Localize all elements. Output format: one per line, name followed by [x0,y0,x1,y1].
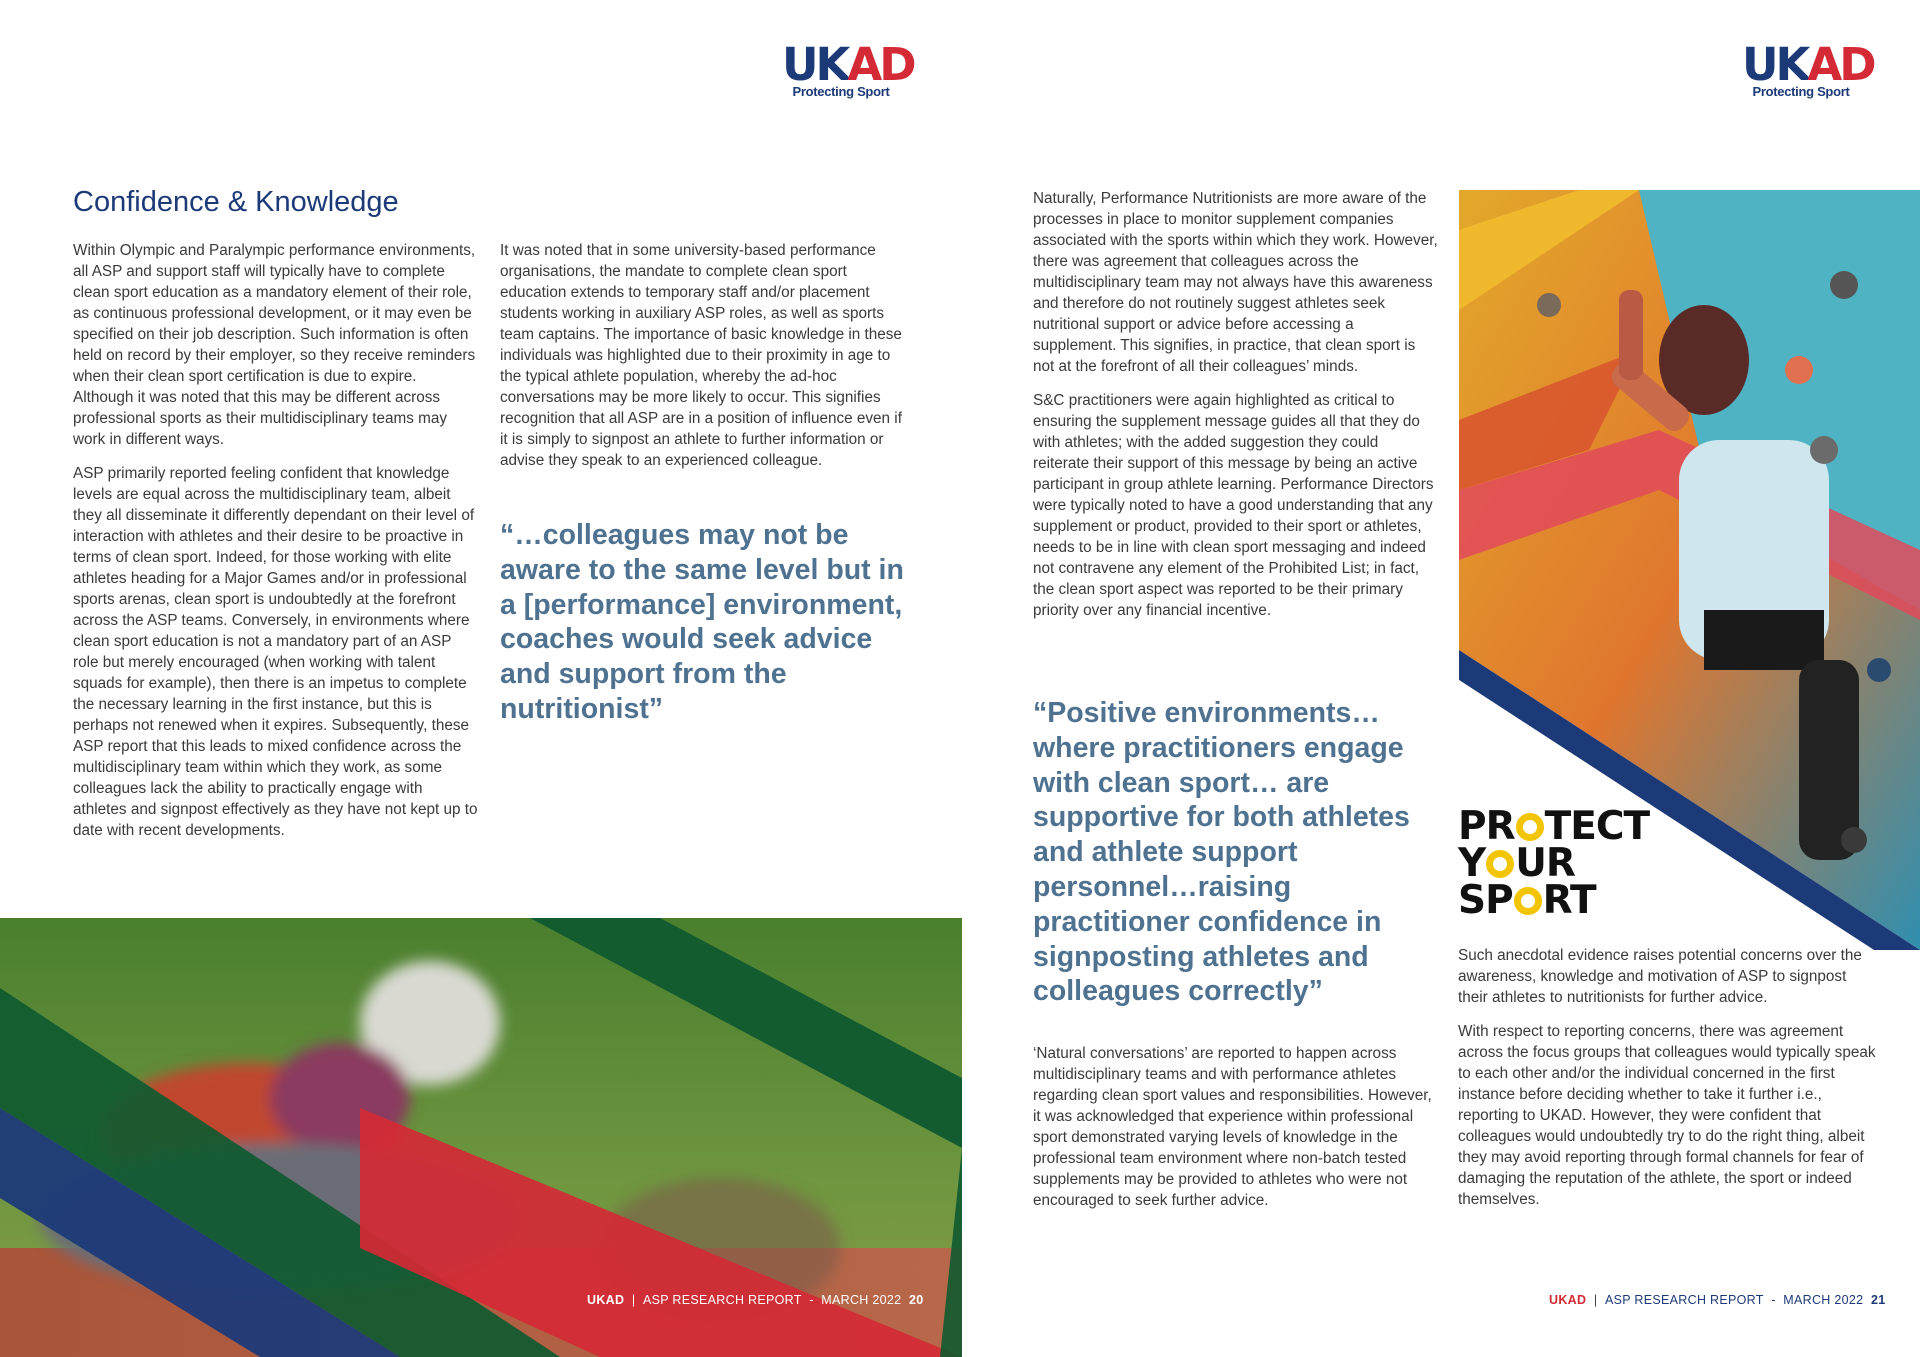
right-column-2 [1458,945,1878,1223]
section-heading: Confidence & Knowledge [73,186,399,218]
logo-tagline: Protecting Sport [792,84,890,99]
right-column-1-bottom [1033,1043,1443,1224]
ukad-logo: UKAD Protecting Sport [782,38,914,99]
left-column-1 [73,240,479,854]
page-footer-left: UKAD | ASP RESEARCH REPORT - MARCH 2022 20 [587,1293,924,1307]
paragraph: Naturally, Performance Nutritionists are more aware of the processes in place to monitor supplement companies associated with the sports within which they work. However, there was agreement that colleagues across the multidisciplinary team may not always have this awareness and therefore do not routinely suggest athletes seek nutritional support or advice before accessing a supplement. This signifies, in practice, that clean sport is not at the forefront of all their colleagues’ minds. [1033,190,1438,375]
right-column-1 [1033,188,1438,634]
paragraph: ‘Natural conversations’ are reported to happen across multidisciplinary teams and with performance athletes regarding clean sport values and responsibilities. However, it was acknowledged that experience within professional sport demonstrated varying levels of knowledge in the professional team environment where non-batch tested supplements may be provided to athletes who were not encouraged to seek further advice. [1033,1045,1432,1209]
pull-quote: “…colleagues may not be aware to the same level but in a [performance] environment, coaches would seek advice and support from the nutritionist” [500,519,904,725]
ukad-logo: UKAD Protecting Sport [1742,38,1874,99]
paragraph: Such anecdotal evidence raises potential concerns over the awareness, knowledge and motivation of ASP to signpost their athletes to nutritionists for further advice. [1458,947,1862,1006]
paragraph: With respect to reporting concerns, there was agreement across the focus groups that colleagues would typically speak to each other and/or the individual concerned in the first instance before deciding whether to take it further i.e., reporting to UKAD. However, they were confident that colleagues would undoubtedly try to do the right thing, albeit they may avoid reporting through formal channels for fear of damaging the reputation of the athlete, the sport or indeed themselves. [1458,1023,1876,1208]
page-footer-right: UKAD | ASP RESEARCH REPORT - MARCH 2022 21 [1549,1293,1886,1307]
left-column-2 [500,240,902,484]
ring-icon [1486,850,1514,878]
page-number: 20 [908,1293,924,1307]
wheelchair-athlete-photo [0,918,962,1357]
paragraph: It was noted that in some university-based performance organisations, the mandate to complete clean sport education extends to temporary staff and/or placement students working in auxiliary ASP roles, as well as sports team captains. The importance of basic knowledge in these individuals was highlighted due to their proximity in age to the typical athlete population, whereby the ad-hoc conversations may be more likely to occur. This signifies recognition that all ASP are in a position of influence even if it is simply to signpost an athlete to further information or advise they speak to an experienced colleague. [500,242,902,469]
protect-your-sport-logo: PR TECT Y UR SP RT [1458,804,1650,923]
paragraph: Within Olympic and Paralympic performance environments, all ASP and support staff will typically have to complete clean sport education as a mandatory element of their role, as continuous professional development, or it may even be specified on their job description. Such information is often held on record by their employer, so they receive reminders when their clean sport certification is due to expire. Although it was noted that this may be different across professional sports as their multidisciplinary teams may work in different ways. [73,242,476,448]
paragraph: ASP primarily reported feeling confident that knowledge levels are equal across the multidisciplinary team, albeit they all disseminate it differently dependant on their level of interaction with athletes and their desire to be proactive in terms of clean sport. Indeed, for those working with elite athletes heading for a Major Games and/or in professional sports arenas, clean sport is undoubtedly at the forefront across the ASP teams. Conversely, in environments where clean sport education is not a mandatory part of an ASP role but merely encouraged (when working with talent squads for example), then there is an impetus to complete the necessary learning in the first instance, but this is perhaps not renewed when it expires. Subsequently, these ASP report that this leads to mixed confidence across the multidisciplinary team within which they work, as some colleagues lack the ability to practically engage with athletes and signpost effectively as they have not kept up to date with recent developments. [73,465,478,839]
page-number: 21 [1870,1293,1886,1307]
paragraph: S&C practitioners were again highlighted as critical to ensuring the supplement message guides all that they do with athletes; with the added suggestion they could reiterate their support of this message by being an active participant in group athlete learning. Performance Directors were typically noted to have a good understanding that any supplement or product, provided to their sport or athletes, needs to be in line with clean sport messaging and indeed not contravene any element of the Prohibited List; in fact, the clean sport aspect was reported to be their primary priority over any financial incentive. [1033,392,1434,619]
ring-icon [1516,813,1544,841]
pull-quote: “Positive environments… where practitioners engage with clean sport… are supportive for both athletes and athlete support personnel…raising practitioner confidence in signposting athletes and colleagues correctly” [1033,697,1410,1008]
ring-icon [1514,887,1542,915]
logo-tagline: Protecting Sport [1752,84,1850,99]
